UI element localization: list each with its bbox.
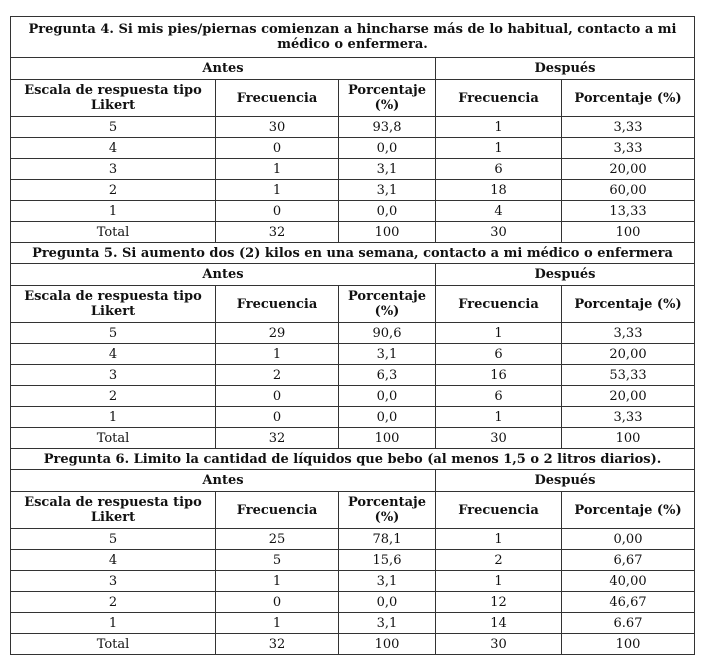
- cell-porcentaje-despues: 3,33: [562, 138, 695, 159]
- table-row: [11, 634, 695, 655]
- table-row: [11, 138, 695, 159]
- col-escala: Escala de respuesta tipo Likert: [11, 492, 216, 529]
- cell-frecuencia-antes: 0: [216, 592, 339, 613]
- col-escala: Escala de respuesta tipo Likert: [11, 286, 216, 323]
- cell-porcentaje-antes: 100: [339, 222, 436, 243]
- cell-frecuencia-despues: 18: [436, 180, 562, 201]
- cell-porcentaje-antes: 0,0: [339, 138, 436, 159]
- cell-porcentaje-despues: 3,33: [562, 407, 695, 428]
- cell-porcentaje-despues: 0,00: [562, 529, 695, 550]
- question-row: [11, 449, 695, 470]
- col-frecuencia-despues: Frecuencia: [436, 80, 562, 117]
- cell-escala: 1: [11, 407, 216, 428]
- cell-escala: 1: [11, 201, 216, 222]
- cell-frecuencia-despues: 1: [436, 571, 562, 592]
- table-row: [11, 201, 695, 222]
- cell-frecuencia-antes: 0: [216, 407, 339, 428]
- cell-porcentaje-despues: 100: [562, 222, 695, 243]
- cell-frecuencia-despues: 12: [436, 592, 562, 613]
- cell-escala: 2: [11, 592, 216, 613]
- cell-porcentaje-despues: 13,33: [562, 201, 695, 222]
- cell-porcentaje-antes: 0,0: [339, 592, 436, 613]
- col-porcentaje-antes: Porcentaje (%): [339, 286, 436, 323]
- cell-porcentaje-antes: 100: [339, 428, 436, 449]
- table-row: [11, 428, 695, 449]
- group-antes: Antes: [11, 58, 436, 80]
- table-row: [11, 323, 695, 344]
- column-header-row: [11, 286, 695, 323]
- cell-frecuencia-antes: 25: [216, 529, 339, 550]
- cell-frecuencia-despues: 1: [436, 138, 562, 159]
- col-frecuencia-antes: Frecuencia: [216, 286, 339, 323]
- cell-porcentaje-despues: 20,00: [562, 386, 695, 407]
- cell-porcentaje-antes: 3,1: [339, 180, 436, 201]
- cell-frecuencia-antes: 1: [216, 613, 339, 634]
- cell-frecuencia-antes: 1: [216, 159, 339, 180]
- cell-frecuencia-antes: 30: [216, 117, 339, 138]
- cell-porcentaje-antes: 78,1: [339, 529, 436, 550]
- cell-porcentaje-antes: 93,8: [339, 117, 436, 138]
- cell-porcentaje-despues: 20,00: [562, 159, 695, 180]
- cell-frecuencia-despues: 16: [436, 365, 562, 386]
- group-despues: Después: [436, 58, 695, 80]
- cell-porcentaje-despues: 6,67: [562, 550, 695, 571]
- cell-porcentaje-antes: 6,3: [339, 365, 436, 386]
- question-row: [11, 17, 695, 58]
- cell-frecuencia-despues: 1: [436, 529, 562, 550]
- cell-frecuencia-despues: 30: [436, 428, 562, 449]
- question-title: Pregunta 5. Si aumento dos (2) kilos en una semana, contacto a mi médico o enfermera: [11, 243, 695, 264]
- group-header-row: [11, 58, 695, 80]
- cell-frecuencia-antes: 0: [216, 201, 339, 222]
- question-row: [11, 243, 695, 264]
- table-row: [11, 571, 695, 592]
- cell-frecuencia-antes: 2: [216, 365, 339, 386]
- cell-porcentaje-despues: 40,00: [562, 571, 695, 592]
- question-title: Pregunta 4. Si mis pies/piernas comienzan a hincharse más de lo habitual, contacto a mi médico o enfermera.: [11, 17, 695, 58]
- cell-escala: 2: [11, 386, 216, 407]
- cell-frecuencia-antes: 29: [216, 323, 339, 344]
- cell-frecuencia-despues: 1: [436, 117, 562, 138]
- cell-frecuencia-despues: 30: [436, 634, 562, 655]
- cell-porcentaje-antes: 3,1: [339, 159, 436, 180]
- column-header-row: [11, 80, 695, 117]
- table-row: [11, 365, 695, 386]
- group-antes: Antes: [11, 264, 436, 286]
- cell-escala: Total: [11, 222, 216, 243]
- cell-frecuencia-despues: 6: [436, 386, 562, 407]
- table-row: [11, 613, 695, 634]
- cell-escala: 1: [11, 613, 216, 634]
- cell-frecuencia-antes: 32: [216, 428, 339, 449]
- table-row: [11, 159, 695, 180]
- table-row: [11, 407, 695, 428]
- cell-escala: 5: [11, 117, 216, 138]
- question-title: Pregunta 6. Limito la cantidad de líquidos que bebo (al menos 1,5 o 2 litros diarios).: [11, 449, 695, 470]
- group-header-row: [11, 264, 695, 286]
- cell-porcentaje-antes: 3,1: [339, 344, 436, 365]
- cell-escala: 5: [11, 323, 216, 344]
- group-header-row: [11, 470, 695, 492]
- cell-porcentaje-despues: 46,67: [562, 592, 695, 613]
- cell-porcentaje-antes: 3,1: [339, 571, 436, 592]
- col-porcentaje-despues: Porcentaje (%): [562, 492, 695, 529]
- cell-porcentaje-despues: 53,33: [562, 365, 695, 386]
- cell-escala: 4: [11, 344, 216, 365]
- cell-frecuencia-despues: 14: [436, 613, 562, 634]
- cell-escala: 3: [11, 365, 216, 386]
- cell-escala: Total: [11, 634, 216, 655]
- cell-frecuencia-antes: 1: [216, 180, 339, 201]
- cell-porcentaje-antes: 90,6: [339, 323, 436, 344]
- table-row: [11, 386, 695, 407]
- table-row: [11, 592, 695, 613]
- table-row: [11, 180, 695, 201]
- cell-frecuencia-antes: 0: [216, 386, 339, 407]
- col-porcentaje-antes: Porcentaje (%): [339, 80, 436, 117]
- cell-frecuencia-despues: 4: [436, 201, 562, 222]
- cell-frecuencia-antes: 32: [216, 222, 339, 243]
- cell-porcentaje-despues: 6.67: [562, 613, 695, 634]
- cell-frecuencia-antes: 0: [216, 138, 339, 159]
- col-porcentaje-despues: Porcentaje (%): [562, 80, 695, 117]
- cell-porcentaje-antes: 100: [339, 634, 436, 655]
- col-frecuencia-despues: Frecuencia: [436, 286, 562, 323]
- col-frecuencia-antes: Frecuencia: [216, 80, 339, 117]
- table-row: [11, 550, 695, 571]
- table-row: [11, 117, 695, 138]
- cell-porcentaje-antes: 0,0: [339, 386, 436, 407]
- cell-porcentaje-despues: 60,00: [562, 180, 695, 201]
- group-antes: Antes: [11, 470, 436, 492]
- cell-escala: 4: [11, 550, 216, 571]
- cell-frecuencia-antes: 1: [216, 344, 339, 365]
- cell-porcentaje-antes: 0,0: [339, 201, 436, 222]
- col-frecuencia-antes: Frecuencia: [216, 492, 339, 529]
- group-despues: Después: [436, 470, 695, 492]
- table-body: [11, 17, 695, 655]
- col-porcentaje-antes: Porcentaje (%): [339, 492, 436, 529]
- cell-frecuencia-antes: 5: [216, 550, 339, 571]
- cell-porcentaje-antes: 0,0: [339, 407, 436, 428]
- cell-porcentaje-despues: 3,33: [562, 323, 695, 344]
- col-porcentaje-despues: Porcentaje (%): [562, 286, 695, 323]
- cell-frecuencia-despues: 1: [436, 323, 562, 344]
- table-row: [11, 344, 695, 365]
- cell-porcentaje-antes: 15,6: [339, 550, 436, 571]
- likert-results-table: [10, 16, 695, 655]
- cell-frecuencia-despues: 6: [436, 344, 562, 365]
- cell-frecuencia-antes: 32: [216, 634, 339, 655]
- group-despues: Después: [436, 264, 695, 286]
- cell-escala: 2: [11, 180, 216, 201]
- col-escala: Escala de respuesta tipo Likert: [11, 80, 216, 117]
- cell-frecuencia-antes: 1: [216, 571, 339, 592]
- cell-escala: 5: [11, 529, 216, 550]
- cell-escala: 3: [11, 159, 216, 180]
- cell-frecuencia-despues: 6: [436, 159, 562, 180]
- cell-porcentaje-despues: 100: [562, 428, 695, 449]
- cell-porcentaje-despues: 3,33: [562, 117, 695, 138]
- cell-porcentaje-despues: 100: [562, 634, 695, 655]
- cell-escala: 3: [11, 571, 216, 592]
- cell-frecuencia-despues: 1: [436, 407, 562, 428]
- cell-frecuencia-despues: 30: [436, 222, 562, 243]
- col-frecuencia-despues: Frecuencia: [436, 492, 562, 529]
- cell-porcentaje-despues: 20,00: [562, 344, 695, 365]
- cell-escala: 4: [11, 138, 216, 159]
- table-row: [11, 529, 695, 550]
- cell-escala: Total: [11, 428, 216, 449]
- cell-frecuencia-despues: 2: [436, 550, 562, 571]
- column-header-row: [11, 492, 695, 529]
- cell-porcentaje-antes: 3,1: [339, 613, 436, 634]
- table-row: [11, 222, 695, 243]
